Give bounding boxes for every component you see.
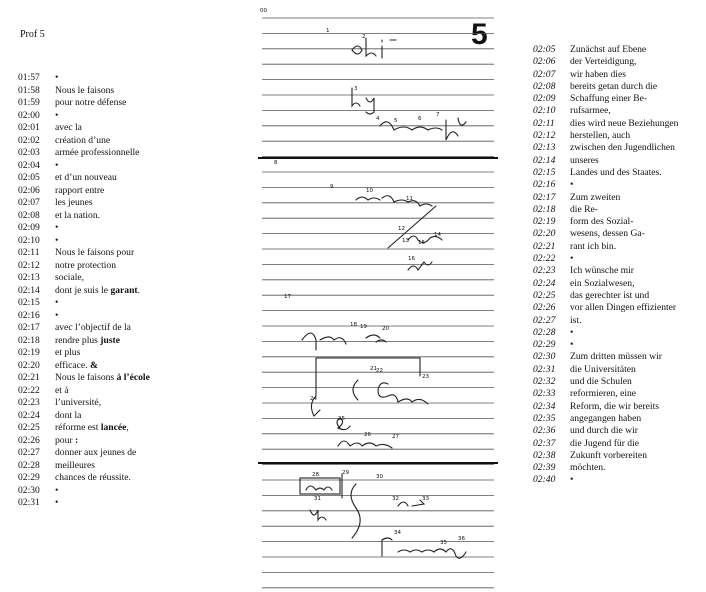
note-number: 18 [350, 322, 357, 328]
stroke-u [310, 510, 326, 520]
left-transcript-line [18, 285, 238, 298]
transcript-text: pour notre défense [55, 97, 127, 108]
right-transcript-line [533, 315, 706, 327]
transcript-text: et plus [55, 347, 81, 358]
transcript-text: Ich wünsche mir [570, 265, 634, 277]
emphasized-word: lancée [100, 422, 127, 433]
left-transcript-line [18, 410, 238, 423]
right-transcript-line [533, 462, 706, 474]
timestamp: 02:21 [18, 372, 40, 383]
timestamp: 02:23 [533, 265, 556, 277]
transcript-text: création d’une [55, 134, 111, 146]
transcript-text: • [570, 253, 574, 265]
timestamp: 02:25 [533, 289, 556, 301]
timestamp: 02:25 [18, 422, 40, 433]
transcript-text: und die Schulen [570, 376, 632, 388]
right-transcript-line [533, 155, 706, 167]
left-transcript-line [18, 135, 238, 148]
right-transcript-line [533, 142, 706, 154]
note-number: 26 [364, 432, 371, 438]
timestamp: 02:28 [18, 459, 40, 471]
timestamp: 02:20 [533, 228, 556, 240]
timestamp: 02:02 [18, 134, 40, 146]
timestamp: 02:16 [18, 309, 40, 321]
timestamp: 02:06 [533, 56, 556, 68]
timestamp: 02:13 [18, 272, 40, 283]
transcript-text: herstellen, auch [570, 130, 631, 142]
note-number: 7 [436, 112, 440, 118]
note-number: 32 [392, 496, 399, 502]
left-transcript-line [18, 360, 238, 373]
right-transcript-line [533, 278, 706, 290]
transcript-text: l’université, [55, 397, 102, 408]
note-number: 5 [394, 118, 398, 124]
left-transcript-line [18, 372, 238, 385]
right-transcript-line [533, 438, 706, 450]
left-transcript-line [18, 210, 238, 223]
note-number: 1 [326, 28, 330, 34]
emphasized-word: & [89, 359, 98, 371]
right-transcript-line [533, 216, 706, 228]
timestamp: 02:11 [533, 117, 555, 129]
note-number: 9 [330, 184, 334, 190]
note-number: 35 [440, 540, 447, 546]
note-number: 6 [418, 116, 422, 122]
left-transcript-line [18, 322, 238, 335]
transcript-text: das gerechter ist und [570, 289, 650, 301]
timestamp: 02:11 [18, 247, 40, 258]
left-transcript-line [18, 297, 238, 310]
timestamp: 02:33 [533, 388, 556, 400]
right-transcript-line [533, 364, 706, 376]
timestamp: 02:17 [18, 322, 40, 333]
note-number: 31 [314, 496, 321, 502]
timestamp: 02:24 [533, 277, 556, 289]
timestamp: 02:34 [533, 400, 556, 412]
transcript-text: avec l’objectif de la [55, 322, 131, 333]
note-number: 3 [354, 86, 358, 92]
right-transcript-line [533, 290, 706, 302]
transcript-text: • [55, 234, 59, 246]
left-transcript-line [18, 197, 238, 210]
transcript-text: • [570, 179, 574, 191]
note-number: 14 [434, 232, 441, 238]
note-number: 21 [370, 366, 377, 372]
right-transcript-line [533, 130, 706, 142]
left-transcript-line [18, 335, 238, 348]
right-transcript-column [533, 44, 706, 487]
emphasized-word: : [74, 434, 79, 446]
transcript-text: • [570, 326, 574, 338]
transcript-text: • [55, 222, 59, 233]
transcript-text: möchten. [570, 462, 606, 474]
transcript-text: armée professionnelle [55, 147, 140, 158]
left-transcript-line [18, 235, 238, 248]
note-number: 11 [406, 196, 413, 202]
left-transcript-line [18, 122, 238, 135]
right-transcript-line [533, 105, 706, 117]
transcript-text: vor allen Dingen effizienter [570, 302, 677, 314]
transcript-text: Zum zweiten [570, 191, 621, 203]
timestamp: 02:15 [533, 166, 556, 178]
timestamp: 02:14 [18, 284, 40, 296]
timestamp: 02:29 [533, 339, 556, 351]
note-number: 13 [402, 238, 409, 244]
stroke-obj [352, 38, 396, 58]
note-number: 8 [274, 160, 278, 166]
header-label: Prof 5 [20, 29, 45, 40]
transcript-text: pour : [55, 434, 79, 446]
transcript-text: • [55, 309, 59, 321]
transcript-text: rufsarmee, [570, 105, 611, 117]
right-transcript-line [533, 265, 706, 277]
note-number: 27 [392, 434, 399, 440]
transcript-text: efficace. & [55, 359, 98, 371]
timestamp: 02:35 [533, 412, 556, 424]
note-number: 15 [418, 240, 425, 246]
transcript-text: réforme est lancée, [55, 422, 129, 433]
left-transcript-line [18, 272, 238, 285]
timestamp: 02:27 [533, 314, 556, 326]
transcript-text: bereits getan durch die [570, 80, 658, 92]
timestamp: 02:18 [18, 334, 40, 346]
stroke-diagonal [388, 206, 436, 248]
transcript-text: reformieren, eine [570, 388, 637, 400]
transcript-text: angegangen haben [570, 412, 642, 424]
note-line-numbers [260, 8, 465, 546]
left-transcript-line [18, 85, 238, 98]
stroke-box-arrow [311, 358, 420, 416]
right-transcript-line [533, 339, 706, 351]
timestamp: 02:22 [533, 253, 556, 265]
timestamp: 02:26 [533, 302, 556, 314]
left-transcript-column [18, 72, 238, 510]
transcript-text: notre protection [55, 259, 117, 271]
transcript-text: • [55, 297, 59, 308]
timestamp: 02:15 [18, 297, 40, 308]
right-transcript-line [533, 302, 706, 314]
timestamp: 02:09 [18, 222, 40, 233]
timestamp: 02:05 [533, 44, 556, 55]
note-number: 10 [366, 188, 373, 194]
right-transcript-line [533, 69, 706, 81]
left-transcript-line [18, 147, 238, 160]
left-transcript-line [18, 472, 238, 485]
timestamp: 02:18 [533, 203, 556, 215]
note-number: 17 [284, 294, 291, 300]
transcript-text: Reform, die wir bereits [570, 400, 659, 412]
transcript-text: • [55, 497, 59, 508]
timestamp: 02:07 [18, 197, 40, 208]
left-transcript-line [18, 97, 238, 110]
timestamp: 02:31 [533, 363, 556, 375]
right-transcript-line [533, 241, 706, 253]
right-transcript-line [533, 93, 706, 105]
right-transcript-line [533, 204, 706, 216]
transcript-text: les jeunes [55, 197, 93, 208]
right-transcript-line [533, 56, 706, 68]
right-transcript-line [533, 81, 706, 93]
timestamp: 02:10 [18, 234, 40, 246]
transcript-text: unseres [570, 154, 599, 166]
timestamp: 02:37 [533, 437, 556, 449]
left-transcript-line [18, 310, 238, 323]
timestamp: 02:20 [18, 359, 40, 371]
left-transcript-line [18, 72, 238, 85]
timestamp: 02:17 [533, 191, 556, 203]
transcript-text: der Verteidigung, [570, 56, 637, 68]
transcript-text: • [55, 484, 59, 496]
timestamp: 02:28 [533, 326, 556, 338]
timestamp: 02:21 [533, 240, 556, 252]
transcript-text: et à [55, 384, 69, 396]
timestamp: 02:01 [18, 122, 40, 133]
transcript-text: wesens, dessen Ga- [570, 228, 645, 240]
transcript-text: und durch die wir [570, 425, 638, 437]
right-transcript-line [533, 401, 706, 413]
transcript-text: rapport entre [55, 184, 105, 196]
timestamp: 02:36 [533, 425, 556, 437]
transcript-text: Nous le faisons [55, 84, 115, 96]
timestamp: 02:12 [533, 130, 556, 142]
note-number: 4 [376, 116, 380, 122]
right-transcript-line [533, 450, 706, 462]
stroke-rapport [356, 196, 432, 206]
stroke-ecole [338, 441, 392, 448]
transcript-text: et d’un nouveau [55, 172, 117, 183]
note-number: 16 [408, 256, 415, 262]
right-transcript-line [533, 228, 706, 240]
ruled-lines [262, 18, 494, 588]
transcript-text: dies wird neue Beziehungen [570, 117, 679, 129]
transcript-text: chances de réussite. [55, 472, 131, 483]
timestamp: 01:59 [18, 97, 40, 108]
stroke-arrow [398, 500, 424, 506]
timestamp: 02:00 [18, 109, 40, 121]
transcript-text: die Universitäten [570, 363, 636, 375]
right-transcript-line [533, 192, 706, 204]
note-number: 22 [376, 368, 383, 374]
timestamp: 02:08 [533, 80, 556, 92]
timestamp: 02:38 [533, 449, 556, 461]
right-transcript-line [533, 413, 706, 425]
right-transcript-line [533, 253, 706, 265]
transcript-text: donner aux jeunes de [55, 447, 137, 458]
right-transcript-line [533, 388, 706, 400]
left-transcript-line [18, 185, 238, 198]
emphasized-word: garant [110, 284, 138, 296]
timestamp: 02:14 [533, 154, 556, 166]
timestamp: 02:06 [18, 184, 40, 196]
left-transcript-line [18, 447, 238, 460]
timestamp: 02:27 [18, 447, 40, 458]
transcript-text: die Re- [570, 203, 598, 215]
left-transcript-line [18, 460, 238, 473]
left-transcript-line [18, 110, 238, 123]
transcript-text: et la nation. [55, 209, 101, 221]
timestamp: 02:31 [18, 497, 40, 508]
transcript-text: sociale, [55, 272, 85, 283]
timestamp: 02:40 [533, 474, 556, 486]
stroke-garant [353, 380, 428, 404]
stroke-fr-jeunes [382, 538, 466, 558]
note-number: 29 [342, 470, 349, 476]
transcript-text: ein Sozialwesen, [570, 277, 635, 289]
right-transcript-line [533, 118, 706, 130]
left-transcript-line [18, 260, 238, 273]
stroke-nat [408, 262, 432, 270]
note-number: 25 [338, 416, 345, 422]
transcript-text: form des Sozial- [570, 216, 634, 228]
transcript-text: • [55, 159, 59, 171]
transcript-text: Landes und des Staates. [570, 166, 662, 178]
stroke-armee [380, 118, 466, 140]
transcript-text: • [570, 474, 574, 486]
transcript-text: Nous le faisons à l’école [55, 372, 150, 383]
emphasized-word: à l’école [116, 372, 150, 383]
timestamp: 02:09 [533, 93, 556, 105]
transcript-text: zwischen den Jugendlichen [570, 142, 675, 154]
right-transcript-line [533, 167, 706, 179]
timestamp: 02:22 [18, 384, 40, 396]
left-transcript-line [18, 247, 238, 260]
timestamp: 02:30 [533, 351, 556, 363]
timestamp: 02:19 [18, 347, 40, 358]
timestamp: 02:19 [533, 216, 556, 228]
transcript-text: Zum dritten müssen wir [570, 351, 662, 363]
timestamp: 02:05 [18, 172, 40, 183]
timestamp: 02:08 [18, 209, 40, 221]
timestamp: 02:07 [533, 68, 556, 80]
transcript-text: meilleures [55, 459, 95, 471]
right-transcript-line [533, 425, 706, 437]
timestamp: 02:16 [533, 179, 556, 191]
left-transcript-line [18, 347, 238, 360]
right-transcript-line [533, 474, 706, 486]
note-number: 33 [422, 496, 429, 502]
left-transcript-line [18, 485, 238, 498]
right-transcript-line [533, 327, 706, 339]
transcript-text: Zukunft vorbereiten [570, 449, 647, 461]
timestamp: 02:30 [18, 484, 40, 496]
transcript-text: dont je suis le garant. [55, 284, 141, 296]
timestamp: 01:57 [18, 72, 40, 83]
note-number: 36 [458, 536, 465, 542]
transcript-text: Nous le faisons pour [55, 247, 135, 258]
timestamp: 02:04 [18, 159, 40, 171]
note-number: 24 [310, 396, 317, 402]
left-transcript-line [18, 172, 238, 185]
right-transcript-line [533, 179, 706, 191]
timestamp: 02:23 [18, 397, 40, 408]
note-number: 30 [376, 474, 383, 480]
timestamp: 01:58 [18, 84, 40, 96]
transcript-text: wir haben dies [570, 68, 626, 80]
note-number: 19 [360, 324, 367, 330]
right-transcript-line [533, 351, 706, 363]
left-transcript-line [18, 497, 238, 510]
emphasized-word: juste [100, 334, 121, 346]
note-number: 12 [398, 226, 405, 232]
note-number: 20 [382, 326, 389, 332]
transcript-text: rant ich bin. [570, 240, 617, 252]
right-transcript-line [533, 44, 706, 56]
note-number: 2 [362, 34, 366, 40]
left-transcript-line [18, 397, 238, 410]
timestamp: 02:32 [533, 376, 556, 388]
page-number: 5 [471, 18, 488, 51]
note-number: 23 [422, 374, 429, 380]
note-number: 00 [260, 8, 267, 14]
timestamp: 02:24 [18, 409, 40, 421]
timestamp: 02:29 [18, 472, 40, 483]
transcript-text: dont la [55, 409, 82, 421]
transcript-text: avec la [55, 122, 82, 133]
left-transcript-line [18, 422, 238, 435]
left-transcript-line [18, 222, 238, 235]
timestamp: 02:10 [533, 105, 556, 117]
transcript-text: • [55, 109, 59, 121]
interpreter-notepad [258, 0, 498, 592]
timestamp: 02:03 [18, 147, 40, 158]
timestamp: 02:26 [18, 434, 40, 446]
transcript-text: • [55, 72, 59, 83]
transcript-text: • [570, 339, 574, 351]
timestamp: 02:12 [18, 259, 40, 271]
timestamp: 02:13 [533, 142, 556, 154]
right-transcript-line [533, 376, 706, 388]
note-number: 28 [312, 472, 319, 478]
transcript-text: ist. [570, 314, 582, 326]
notepad-sketch [258, 0, 498, 592]
transcript-text: rendre plus juste [55, 334, 121, 346]
left-transcript-line [18, 160, 238, 173]
timestamp: 02:39 [533, 462, 556, 474]
note-number: 34 [394, 530, 401, 536]
transcript-text: die Jugend für die [570, 437, 640, 449]
left-transcript-line [18, 435, 238, 448]
transcript-text: Zunächst auf Ebene [570, 44, 647, 55]
left-transcript-line [18, 385, 238, 398]
transcript-text: Schaffung einer Be- [570, 93, 648, 105]
